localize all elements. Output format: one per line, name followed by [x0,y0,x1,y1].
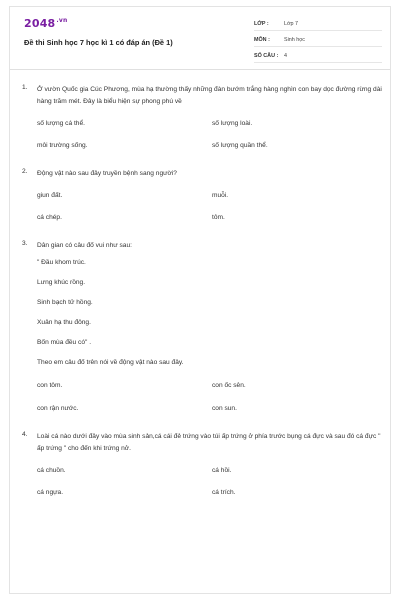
question-1 [22,84,382,107]
meta-key: MÔN : [254,36,270,43]
riddle-line: Bốn mùa đều có" . [37,339,92,346]
meta-value: Sinh học [284,36,305,43]
answer-option[interactable]: số lượng cá thể. [37,120,85,127]
riddle-line: Lưng khúc rồng. [37,279,86,286]
question-3 [22,240,382,252]
question-4 [22,431,382,454]
question-number: 1. [22,84,28,91]
answer-option[interactable]: con sun. [212,405,237,412]
answer-option[interactable]: cá hồi. [212,467,232,474]
meta-key: SỐ CÂU : [254,52,279,59]
answer-option[interactable]: cá trích. [212,489,236,496]
answer-option[interactable]: số lượng loài. [212,120,253,127]
logo-text: 2048 [24,17,56,30]
site-logo[interactable] [24,17,67,30]
question-text: Ở vườn Quốc gia Cúc Phương, mùa hạ thường thấy những đàn bướm trắng hàng nghìn con bay dọc đường rừng dài hàng trăm mét. Đây là biểu hiện sự phong phú về [37,86,382,105]
answer-option[interactable]: giun đất. [37,192,63,199]
riddle-prompt: Theo em câu đố trên nói về động vật nào sau đây. [37,359,184,366]
answer-option[interactable]: cá chuồn. [37,467,66,474]
answer-option[interactable]: con ốc sên. [212,382,246,389]
meta-value: 4 [284,52,287,59]
exam-meta [254,17,382,63]
question-number: 3. [22,240,28,247]
exam-page [9,6,391,594]
meta-value: Lớp 7 [284,20,299,27]
logo-tld: .vn [56,17,68,25]
question-text: Động vật nào sau đây truyền bệnh sang người? [37,170,177,177]
meta-row-subject [254,33,382,47]
riddle-line: Xuân hạ thu đông. [37,319,91,326]
answer-option[interactable]: tôm. [212,214,225,221]
answer-option[interactable]: môi trường sống. [37,142,88,149]
answer-option[interactable]: số lượng quần thể. [212,142,268,149]
page-title: Đề thi Sinh học 7 học kì 1 có đáp án (Đề 1) [24,38,173,47]
question-text: Loài cá nào dưới đây vào mùa sinh sản,cá cái đẻ trứng vào túi ấp trứng ở phía trước bụng cá đực và sau đó cá đực " ấp trứng " cho đến khi trứng nở. [37,433,381,452]
question-number: 4. [22,431,28,438]
answer-option[interactable]: con rận nước. [37,405,79,412]
meta-row-count [254,49,382,63]
riddle-line: " Đầu khom trúc. [37,259,86,266]
answer-option[interactable]: muỗi. [212,192,229,199]
question-number: 2. [22,168,28,175]
question-text: Dân gian có câu đố vui như sau: [37,242,132,249]
answer-option[interactable]: cá ngựa. [37,489,64,496]
question-2 [22,168,382,180]
meta-key: LỚP : [254,20,269,27]
riddle-line: Sinh bạch tử hồng. [37,299,93,306]
meta-row-class [254,17,382,31]
page-header [10,7,390,70]
answer-option[interactable]: cá chép. [37,214,62,221]
answer-option[interactable]: con tôm. [37,382,63,389]
